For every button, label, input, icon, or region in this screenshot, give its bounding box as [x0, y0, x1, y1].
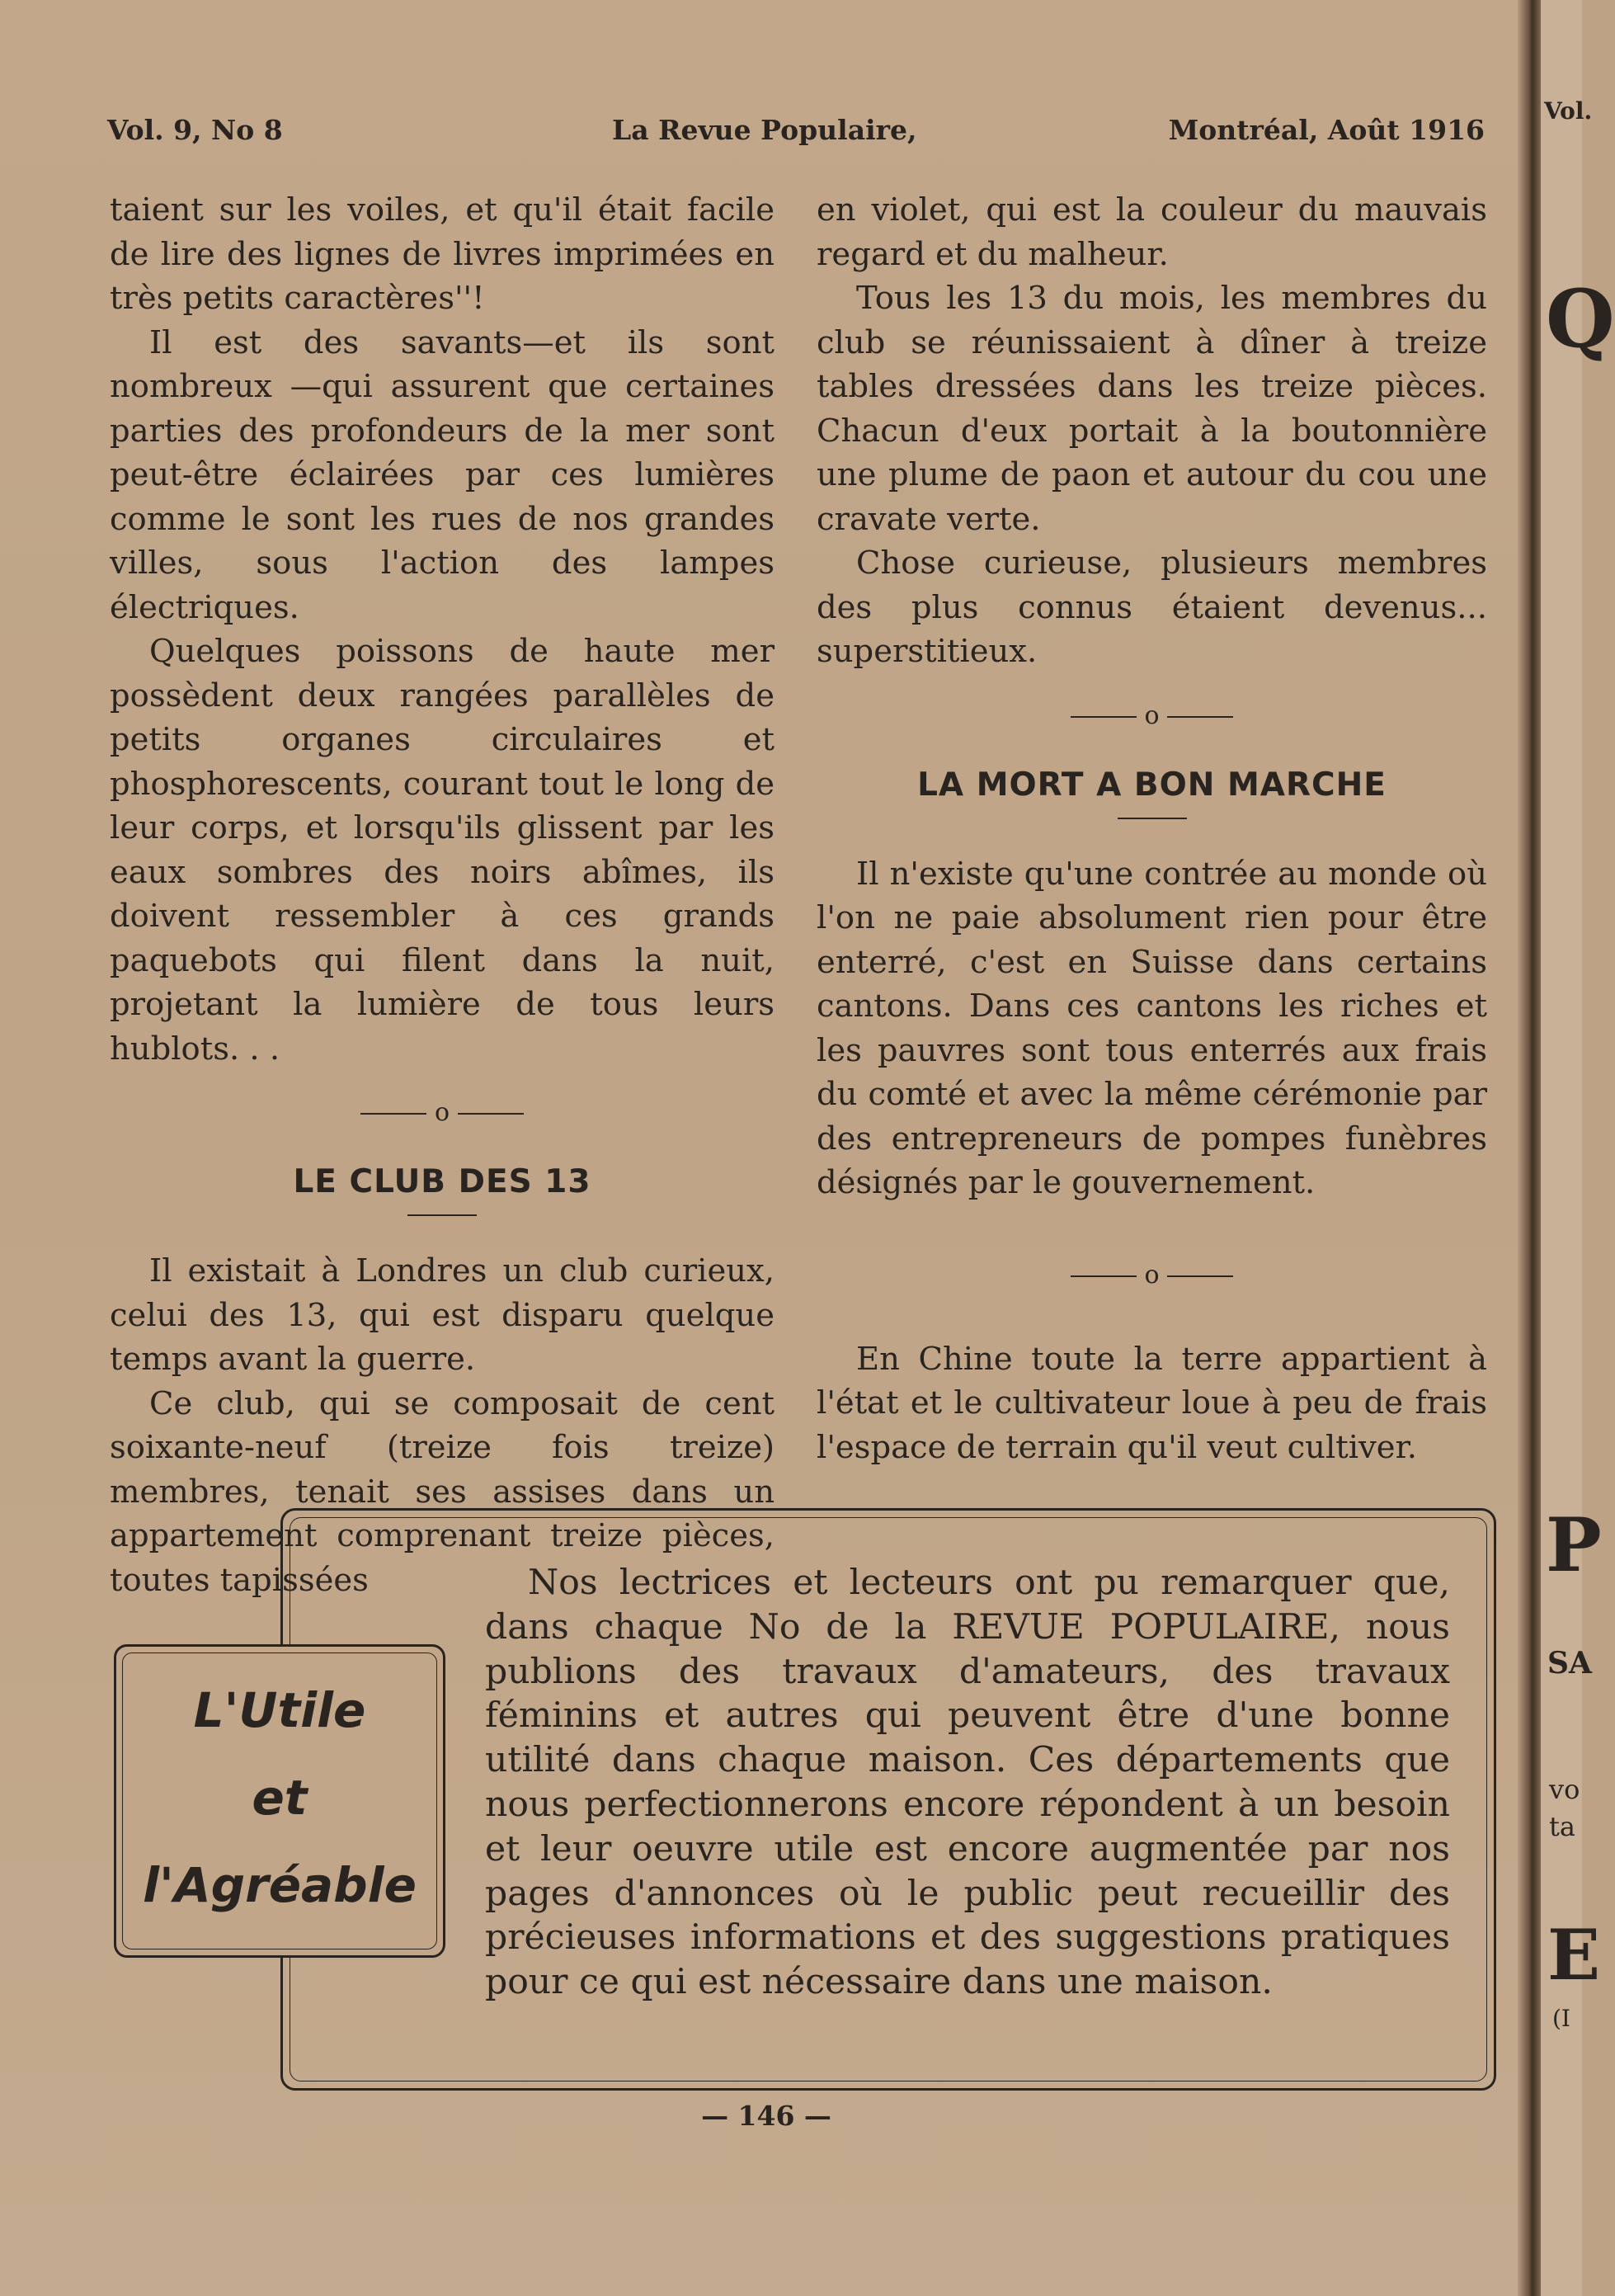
- fragment-text: E: [1547, 1914, 1601, 1996]
- advertisement-paragraph: Nos lectrices et lecteurs ont pu remarquer que, dans chaque No de la REVUE POPULAIRE, nous publions des travaux d'amateurs, des travaux féminins et autres qui peuvent être d'une bonne utilité dans chaque maison. Ces départements que nous perfectionnerons encore répondent à un besoin et leur oeuvre utile est encore augmentée par nos pages d'annonces où le public peut recueillir des précieuses informations et des suggestions pratiques pour ce qui est nécessaire dans une maison.: [485, 1563, 1450, 2003]
- section-separator: [110, 1098, 775, 1127]
- separator-mark: o: [1144, 1260, 1160, 1289]
- page-number: — 146 —: [701, 2100, 831, 2132]
- fragment-text: SA: [1547, 1646, 1592, 1681]
- section-separator: [817, 1260, 1487, 1289]
- heading-rule: [407, 1214, 477, 1216]
- label-line: et: [252, 1770, 308, 1826]
- fragment-text: ta: [1549, 1811, 1575, 1842]
- book-gutter: [1518, 0, 1542, 2296]
- paragraph: Il existait à Londres un club curieux, celui des 13, qui est disparu quelque temps avant la guerre.: [110, 1252, 775, 1378]
- column-right: [817, 188, 1487, 1469]
- fragment-text: P: [1546, 1502, 1602, 1589]
- fragment-text: vo: [1549, 1774, 1580, 1805]
- volume-number: Vol. 9, No 8: [107, 114, 283, 146]
- label-line: l'Agréable: [143, 1857, 417, 1913]
- article-heading: LA MORT A BON MARCHE: [917, 766, 1387, 804]
- paragraph: Il est des savants—et ils sont nombreux —qui assurent que certaines parties des profondeurs de la mer sont peut-être éclairées par ces lumières comme le sont les rues de nos grandes villes, sous l'action des lampes électriques.: [110, 323, 775, 626]
- label-line: L'Utile: [193, 1682, 366, 1738]
- paragraph: en violet, qui est la couleur du mauvais regard et du malheur.: [817, 191, 1487, 273]
- paragraph: Tous les 13 du mois, les membres du club se réunissaient à dîner à treize tables dressées dans les treize pièces. Chacun d'eux portait à la boutonnière une plume de paon et autour du cou une cravate verte.: [817, 280, 1487, 538]
- publication-title: La Revue Populaire,: [612, 114, 917, 146]
- article-heading: LE CLUB DES 13: [293, 1163, 591, 1200]
- paragraph: Quelques poissons de haute mer possèdent deux rangées parallèles de petits organes circulaires et phosphorescents, courant tout le long de leur corps, et lorsqu'ils glissent par les eaux sombres des noirs abîmes, ils doivent ressembler à ces grands paquebots qui filent dans la nuit, projetant la lumière de tous leurs hublots. . .: [110, 633, 775, 1068]
- separator-line: [1071, 716, 1137, 718]
- separator-line: [1167, 716, 1233, 718]
- advertisement-text: [485, 1561, 1450, 2005]
- fragment-text: (I: [1552, 2005, 1570, 2032]
- fragment-text: Q: [1546, 272, 1615, 365]
- advertisement-label-box: [114, 1644, 445, 1958]
- paragraph: Chose curieuse, plusieurs membres des plus connus étaient devenus... superstitieux.: [817, 545, 1487, 670]
- separator-line: [360, 1113, 426, 1115]
- paragraph: Il n'existe qu'une contrée au monde où l'on ne paie absolument rien pour être enterré, c'est en Suisse dans certains cantons. Dans ces cantons les riches et les pauvres sont tous enterrés aux frais du comté et avec la même cérémonie par des entrepreneurs de pompes funèbres désignés par le gouvernement.: [817, 855, 1487, 1201]
- section-separator: [817, 700, 1487, 730]
- paragraph: En Chine toute la terre appartient à l'état et le cultivateur loue à peu de frais l'espace de terrain qu'il veut cultiver.: [817, 1340, 1487, 1466]
- adjacent-page-edge: [1541, 0, 1615, 2296]
- separator-mark: o: [434, 1098, 450, 1127]
- column-left: [110, 188, 775, 1602]
- page-header: [107, 114, 1485, 155]
- fragment-text: Vol.: [1544, 97, 1593, 125]
- separator-line: [1071, 1275, 1137, 1277]
- separator-line: [1167, 1275, 1233, 1277]
- paragraph: taient sur les voiles, et qu'il était facile de lire des lignes de livres imprimées en très petits caractères''!: [110, 191, 775, 317]
- separator-line: [458, 1113, 524, 1115]
- separator-mark: o: [1144, 700, 1160, 730]
- heading-rule: [1118, 818, 1187, 819]
- paragraph: Ce club, qui se composait de cent soixante-neuf (treize fois treize) membres, tenait ses assises dans un appartement comprenant treize pièces, toutes tapissées: [110, 1384, 775, 1599]
- place-date: Montréal, Août 1916: [1168, 114, 1485, 146]
